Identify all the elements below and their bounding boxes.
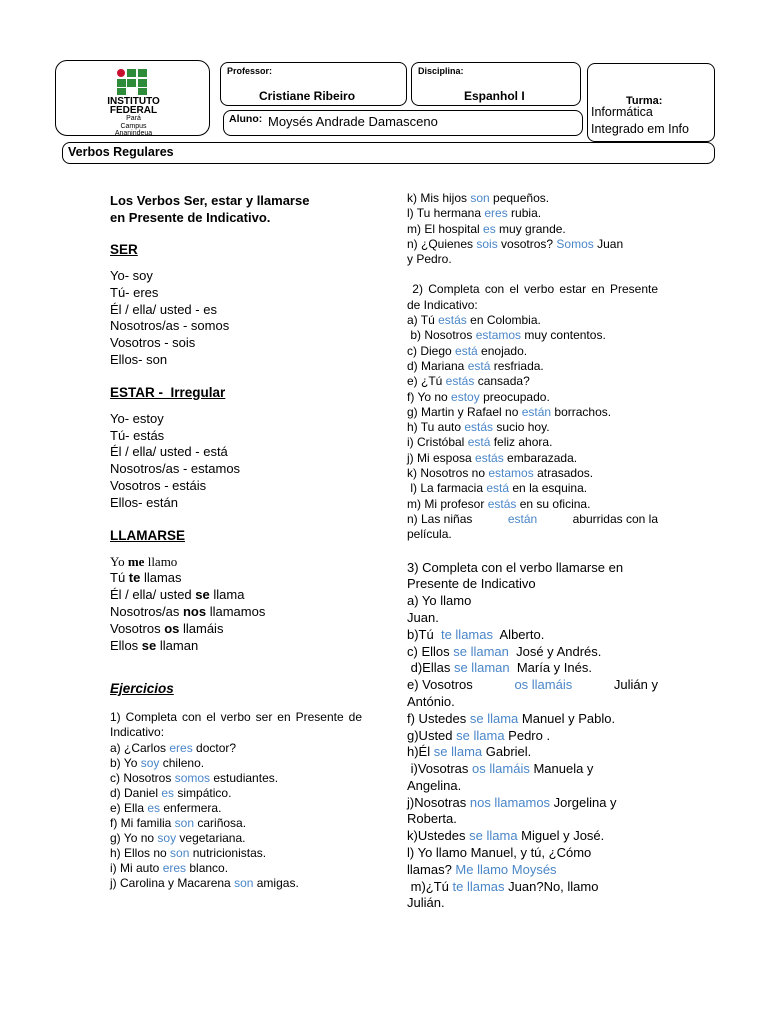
exercise-1-intro: 1) Completa con el verbo ser en Presente de Indicativo: [110,710,362,740]
topic-box [62,142,715,164]
exercise-1-item: i) Mi auto eres blanco. [110,861,229,876]
exercise-2-item: k) Nosotros no estamos atrasados. [407,466,594,481]
estar-yo: Yo- estoy [110,410,164,426]
exercise-3-item: i)Vosotras os llamáis Manuela y [407,761,594,777]
exercise-2-item: h) Tu auto estás sucio hoy. [407,420,550,435]
exercise-1-item: k) Mis hijos son pequeños. [407,191,550,205]
ejercicios-heading: Ejercicios [110,681,174,697]
lesson-title-line1: Los Verbos Ser, estar y llamarse [110,193,310,208]
exercise-2-item: l) La farmacia está en la esquina. [407,481,588,496]
exercise-3-item-m: m)¿Tú te llamas Juan?No, llamo [407,878,599,894]
exercise-3 [407,560,658,913]
llamarse-vosotros: Vosotros os llamáis [110,620,224,636]
exercise-3-item: b)Tú te llamas Alberto. [407,626,545,642]
exercise-3-item-l-cont: llamas? Me llamo Moysés [407,861,557,877]
ser-conjugation-list [110,268,362,369]
ser-yo: Yo- soy [110,268,153,283]
estar-ellos: Ellos- están [110,494,178,510]
aluno-label: Aluno: [229,113,263,125]
exercise-2-item: f) Yo no estoy preocupado. [407,389,550,404]
exercise-2-item: d) Mariana está resfriada. [407,358,544,373]
exercise-3-item: g)Usted se llama Pedro . [407,727,551,743]
exercise-1-item: a) ¿Carlos eres doctor? [110,740,237,755]
exercise-1-item: b) Yo soy chileno. [110,755,205,770]
llamarse-nosotros: Nosotros/as nos llamamos [110,603,266,619]
llamarse-heading: LLAMARSE [110,527,185,543]
exercise-3-item: c) Ellos se llaman José y Andrés. [407,643,602,659]
logo-mark [116,68,150,96]
logo-campus-name: Ananindeua [114,130,153,137]
disciplina-name: Espanhol I [464,89,525,103]
logo-box [55,60,210,136]
exercise-1-item: d) Daniel es simpático. [110,785,232,800]
professor-box [220,62,407,106]
llamarse-tu: Tú te llamas [110,570,182,586]
turma-box [587,63,715,142]
exercise-1-item: f) Mi familia son cariñosa. [110,816,247,830]
left-column [110,192,362,891]
exercise-2-item: i) Cristóbal está feliz ahora. [407,435,553,450]
exercise-2-item: c) Diego está enojado. [407,343,528,358]
exercise-3-item-a: a) Yo llamo [407,593,472,609]
exercise-1-item: j) Carolina y Macarena son amigas. [110,876,299,891]
estar-conjugation-list [110,411,362,512]
logo-state: Pará [126,115,141,122]
estar-heading: ESTAR - Irregular [110,384,226,400]
exercise-2-item-n: n) Las niñas están aburridas con la [407,511,658,526]
exercise-1-item-n: n) ¿Quienes sois vosotros? Somos Juan [407,236,624,251]
estar-vosotros: Vosotros - estáis [110,477,207,493]
aluno-box [223,110,583,136]
turma-line2: Integrado em Info [591,122,689,136]
exercise-1-item: l) Tu hermana eres rubia. [407,206,542,221]
ser-tu: Tú- eres [110,284,159,300]
exercise-1-item-n-cont: y Pedro. [407,252,452,267]
ser-heading: SER [110,242,138,257]
exercise-1-item: c) Nosotros somos estudiantes. [110,770,279,785]
topic-title: Verbos Regulares [68,145,174,159]
exercise-3-item-m-cont: Julián. [407,895,445,911]
disciplina-label: Disciplina: [418,66,464,76]
llamarse-ellos: Ellos se llaman [110,637,199,653]
estar-tu: Tú- estás [110,427,165,443]
ser-nosotros: Nosotros/as - somos [110,318,230,334]
exercise-2-item: g) Martin y Rafael no están borrachos. [407,404,612,419]
llamarse-conjugation-list [110,554,362,655]
logo-line2: FEDERAL [109,105,158,116]
exercise-3-item-i-cont: Angelina. [407,777,462,793]
exercise-2-item: e) ¿Tú estás cansada? [407,374,530,389]
exercise-3-item-j-cont: Roberta. [407,811,457,827]
ser-vosotros: Vosotros - sois [110,335,196,351]
exercise-3-item-l: l) Yo llamo Manuel, y tú, ¿Cómo [407,845,592,861]
exercise-2-item-n-cont: película. [407,527,452,542]
exercise-3-item-j: j)Nosotras nos llamamos Jorgelina y [407,794,617,810]
exercise-3-item-k: k)Ustedes se llama Miguel y José. [407,828,605,844]
lesson-title-line2: en Presente de Indicativo. [110,210,271,225]
right-column [407,191,662,912]
exercise-1-item: g) Yo no soy vegetariana. [110,831,246,846]
turma-label: Turma: [626,95,663,107]
turma-value [591,104,689,138]
exercise-1 [110,710,362,891]
estar-el: Él / ella/ usted - está [110,444,228,460]
professor-name: Cristiane Ribeiro [259,89,356,103]
exercise-1-item: e) Ella es enfermera. [110,800,222,815]
estar-nosotros: Nosotros/as - estamos [110,461,241,477]
exercise-2-item: m) Mi profesor estás en su oficina. [407,496,591,511]
exercise-2-intro: 2) Completa con el verbo estar en Presente de Indicativo: [407,282,662,312]
exercise-3-item-a-cont: Juan. [407,609,439,625]
disciplina-box [411,62,581,106]
exercise-3-item: d)Ellas se llaman María y Inés. [407,660,592,676]
exercise-3-item: h)Él se llama Gabriel. [407,744,532,760]
exercise-3-item-e: e) Vosotros os llamáis Julián y [407,677,658,693]
exercise-1-item: m) El hospital es muy grande. [407,221,566,236]
exercise-2-item: a) Tú estás en Colombia. [407,313,541,328]
ser-el: Él / ella/ usted - es [110,301,217,317]
exercise-2-item: j) Mi esposa estás embarazada. [407,450,578,465]
aluno-name: Moysés Andrade Damasceno [268,114,438,129]
llamarse-el: Él / ella/ usted se llama [110,587,245,603]
exercise-2-item: b) Nosotros estamos muy contentos. [407,328,606,343]
exercise-3-item-e-cont: António. [407,693,455,709]
lesson-title [110,192,362,226]
exercise-3-intro: 3) Completa con el verbo llamarse en Presente de Indicativo [407,559,624,592]
logo-campus: Campus [120,123,147,130]
exercise-2 [407,282,662,542]
ser-ellos: Ellos- son [110,351,168,367]
exercise-3-item: f) Ustedes se llama Manuel y Pablo. [407,710,616,726]
llamarse-yo: Yo me llamo [110,553,178,569]
exercise-1-item: h) Ellos no son nutricionistas. [110,846,267,861]
if-logo-icon [116,68,150,96]
logo-line1: INSTITUTO [107,96,160,107]
turma-line1: Informática [591,105,653,119]
professor-label: Professor: [227,66,273,76]
